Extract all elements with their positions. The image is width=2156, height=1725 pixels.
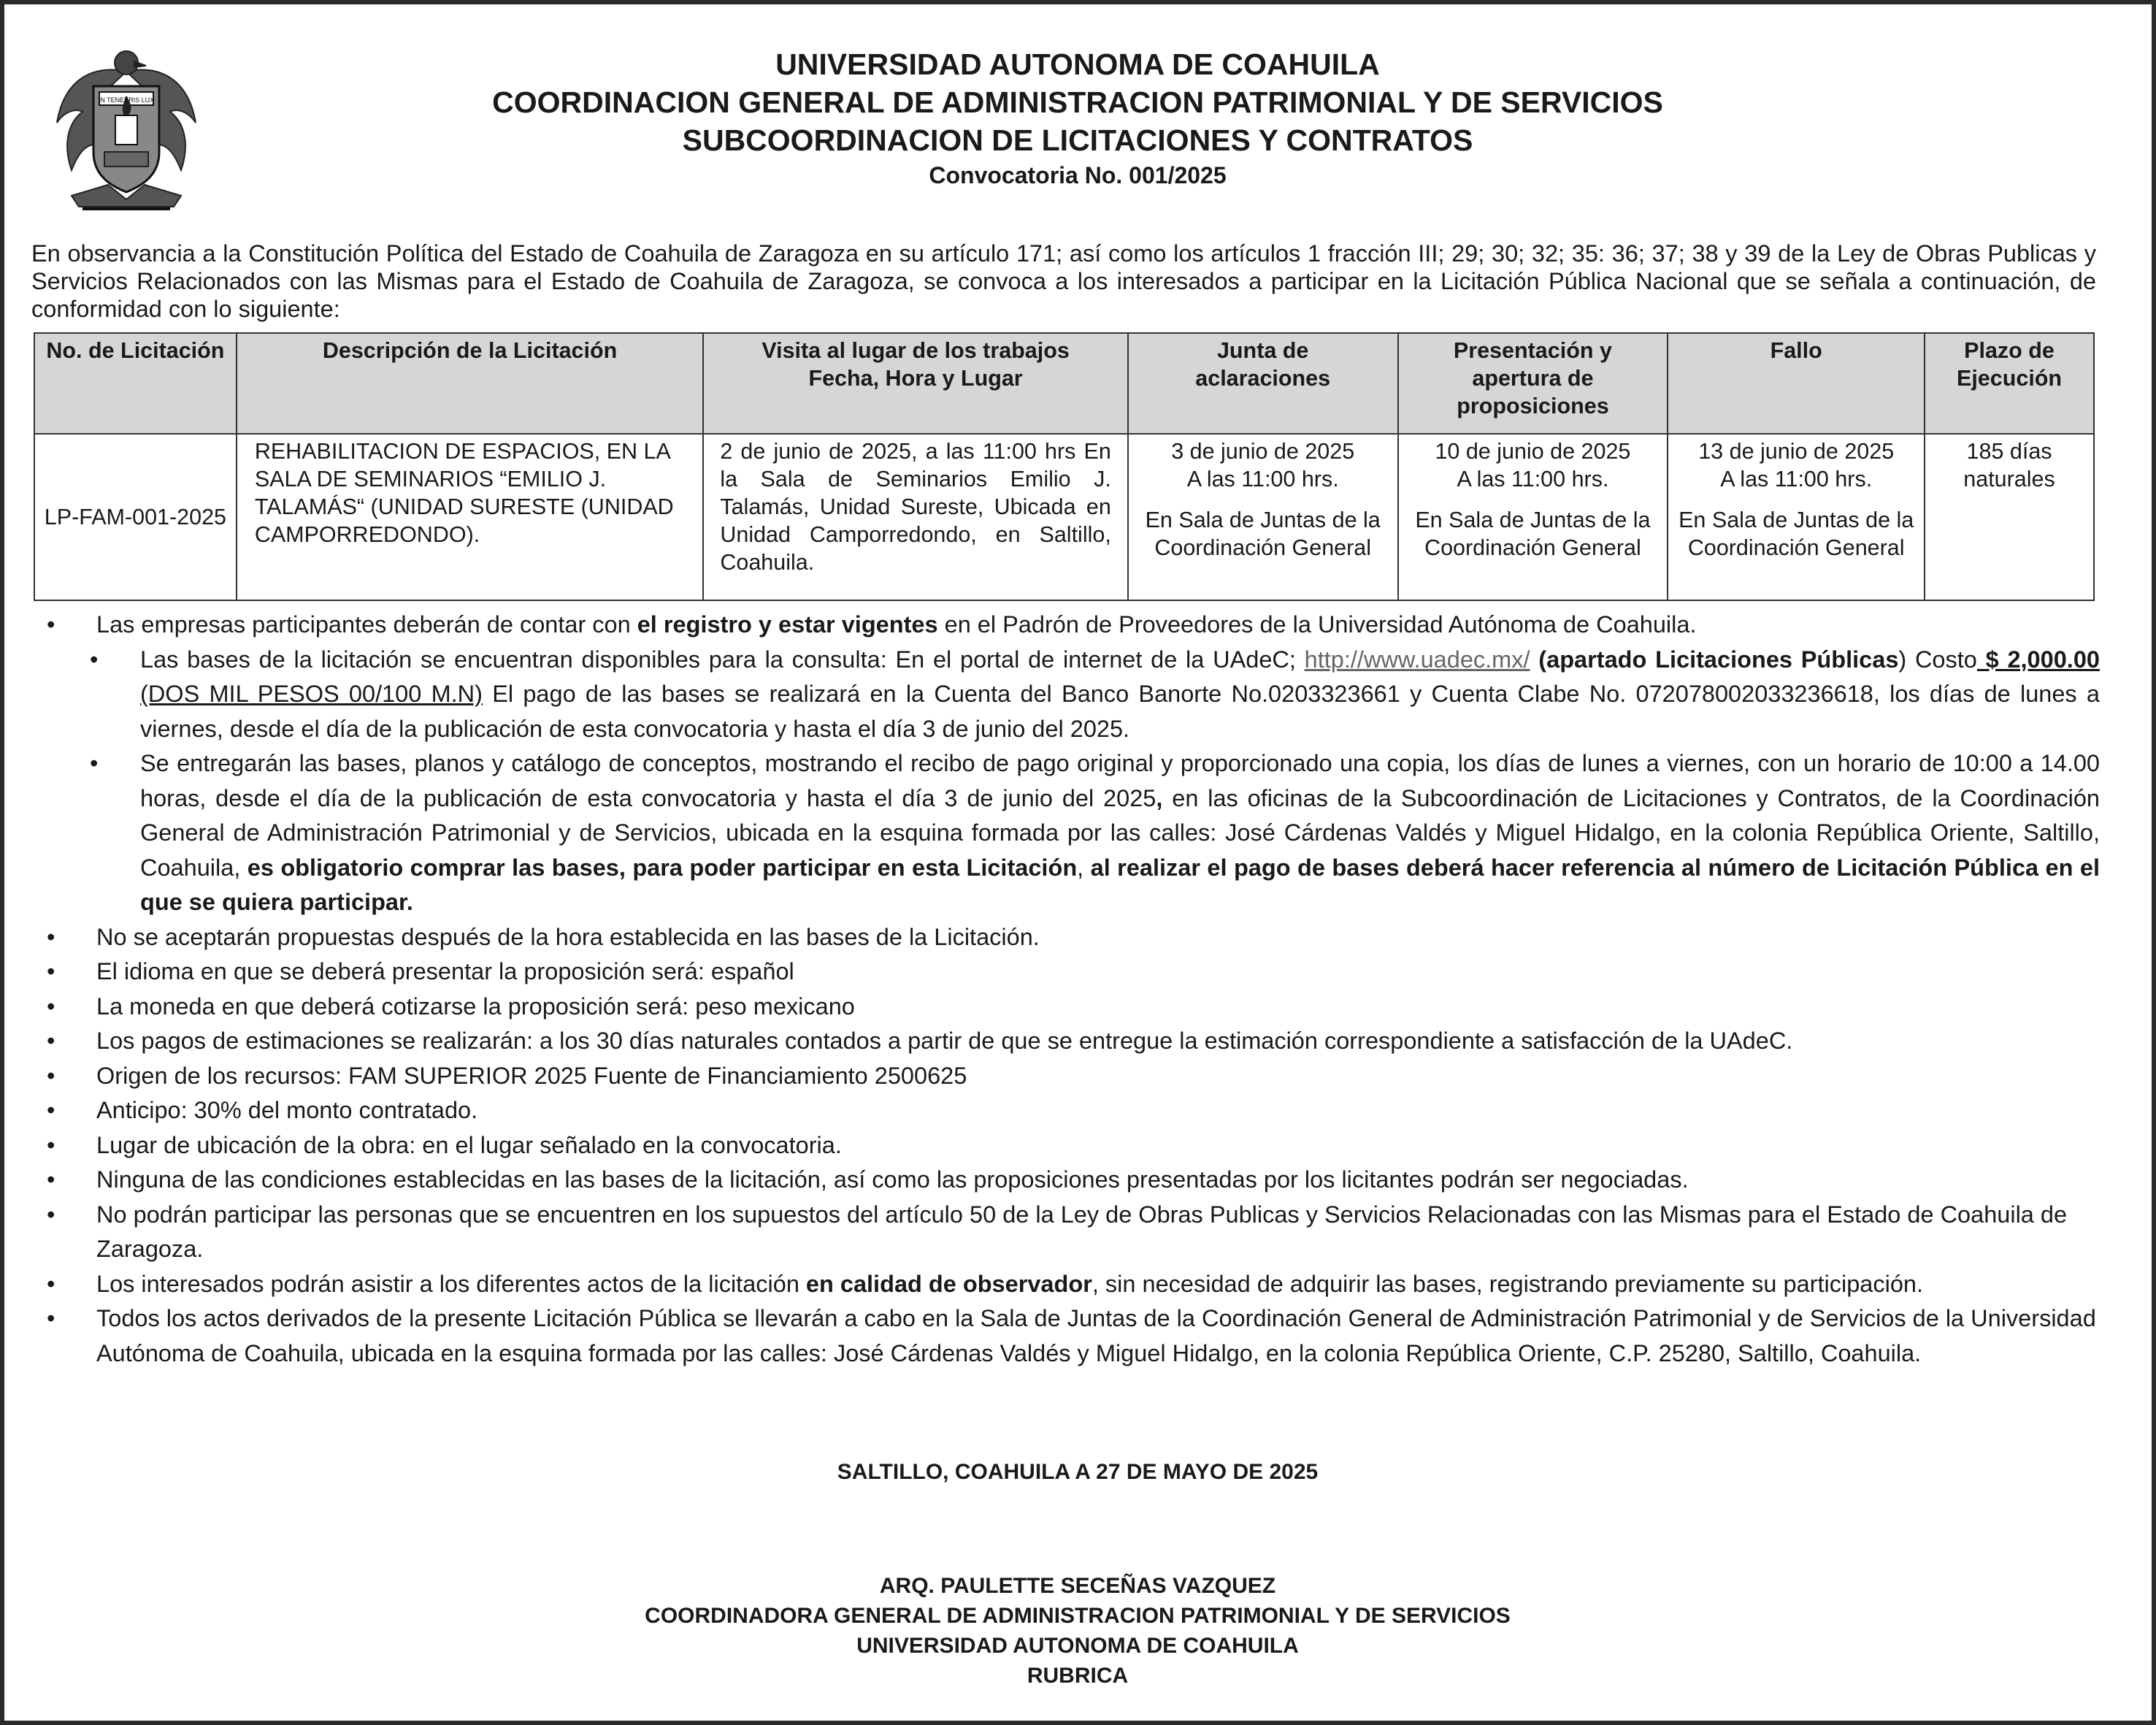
list-item: • Todos los actos derivados de la presente Licitación Pública se llevarán a cabo en la Sala de Juntas de la Coordinación General de Administración Patrimonial y de Servicios de la Universidad Autónoma de Coahuila, ubicada en la esquina formada por las calles: José Cárdenas Valdés y Miguel Hidalgo, en la colonia República Oriente, C.P. 25280, Saltillo, Coahuila. xyxy=(47,1305,2096,1366)
header-present-line2: apertura de xyxy=(1472,366,1594,391)
list-item: • Las bases de la licitación se encuentran disponibles para la consulta: En el portal de internet de la UAdeC; http://www.uadec.mx/ (apartado Licitaciones Públicas) Costo $ 2,000.00 (DOS MIL PESOS 00/100 M.N) El pago de las bases se realizará en la Cuenta del Banco Banorte No.0203323661 y Cuenta Clabe No. 072078002033236618, los días de lunes a viernes, desde el día de la publicación de esta convocatoria y hasta el día 3 de junio del 2025. xyxy=(90,646,2100,742)
intro-paragraph: En observancia a la Constitución Política del Estado de Coahuila de Zaragoza en su artículo 171; así como los artículos 1 fracción III; 29; 30; 32; 35: 36; 37; 38 y 39 de la Ley de Obras Publicas y Servicios Relacionados con las Mismas para el Estado de Coahuila de Zaragoza, se convoca a los interesados a participar en la Licitación Pública Nacional que se señala a continuación, de conformidad con lo siguiente: xyxy=(31,240,2096,322)
header-present-line1: Presentación y xyxy=(1453,338,1612,363)
fallo-fecha: 13 de junio de 2025 xyxy=(1698,439,1895,464)
present-lugar: En Sala de Juntas de la Coordinación General xyxy=(1415,508,1651,560)
list-item: • El idioma en que se deberá presentar la proposición será: español xyxy=(47,958,794,984)
present-fecha: 10 de junio de 2025 xyxy=(1435,439,1631,464)
header-visita-line2: Fecha, Hora y Lugar xyxy=(808,366,1023,391)
list-item: • Se entregarán las bases, planos y catálogo de conceptos, mostrando el recibo de pago original y proporcionado una copia, los días de lunes a viernes, con un horario de 10:00 a 14.00 horas, desde el día de la publicación de esta convocatoria y hasta el día 3 de junio del 2025, en las oficinas de la Subcoordinación de Licitaciones y Contratos, de la Coordinación General de Administración Patrimonial y de Servicios, ubicada en la esquina formada por las calles: José Cárdenas Valdés y Miguel Hidalgo, en la colonia República Oriente, Saltillo, Coahuila, es obligatorio comprar las bases, para poder participar en esta Licitación, al realizar el pago de bases deberá hacer referencia al número de Licitación Pública en el que se quiera participar. xyxy=(90,750,2100,915)
list-item: • Las empresas participantes deberán de contar con el registro y estar vigentes en el Padrón de Proveedores de la Universidad Autónoma de Coahuila. xyxy=(47,611,1697,638)
list-item: • Los interesados podrán asistir a los diferentes actos de la licitación en calidad de observador, sin necesidad de adquirir las bases, registrando previamente su participación. xyxy=(47,1270,1923,1297)
list-item: • La moneda en que deberá cotizarse la proposición será: peso mexicano xyxy=(47,992,855,1020)
junta-lugar: En Sala de Juntas de la Coordinación General xyxy=(1145,508,1381,560)
signer-institution: UNIVERSIDAD AUTONOMA DE COAHUILA xyxy=(856,1634,1299,1658)
list-item: • Lugar de ubicación de la obra: en el lugar señalado en la convocatoria. xyxy=(47,1131,842,1158)
coordination-title: COORDINACION GENERAL DE ADMINISTRACION PATRIMONIAL Y DE SERVICIOS xyxy=(492,85,1663,119)
table-row xyxy=(34,434,2094,600)
rubrica: RUBRICA xyxy=(1027,1664,1129,1688)
table-header-row xyxy=(34,333,2094,434)
header-plazo xyxy=(1925,333,2094,434)
list-item: • Los pagos de estimaciones se realizarán: a los 30 días naturales contados a partir de que se entregue la estimación correspondiente a satisfacción de la UAdeC. xyxy=(47,1028,1793,1054)
cell-presentacion xyxy=(1398,434,1668,600)
header-junta-line1: Junta de xyxy=(1216,338,1309,363)
cell-visita: 2 de junio de 2025, a las 11:00 hrs En la Sala de Seminarios Emilio J. Talamás, Unidad Sureste, Ubicada en Unidad Camporredondo, en Saltillo, Coahuila. xyxy=(703,434,1128,600)
place-date: SALTILLO, COAHUILA A 27 DE MAYO DE 2025 xyxy=(837,1460,1319,1484)
fallo-hora: A las 11:00 hrs. xyxy=(1720,467,1873,492)
header-fallo: Fallo xyxy=(1668,333,1925,434)
header-numero: No. de Licitación xyxy=(34,333,237,434)
header-visita-line1: Visita al lugar de los trabajos xyxy=(761,338,1070,363)
licitacion-table xyxy=(34,332,2095,601)
seal-motto: IN TENEBRIS LUX xyxy=(98,96,155,104)
document-header xyxy=(253,45,1903,191)
cell-descripcion xyxy=(237,434,704,600)
descripcion-text: REHABILITACION DE ESPACIOS, EN LA SALA DE SEMINARIOS “EMILIO J. TALAMÁS“ (UNIDAD SURESTE (UNIDAD CAMPORREDONDO). xyxy=(254,439,674,547)
fallo-lugar: En Sala de Juntas de la Coordinación General xyxy=(1679,508,1914,560)
list-item: • No se aceptarán propuestas después de la hora establecida en las bases de la Licitación. xyxy=(47,923,1040,950)
header-descripcion: Descripción de la Licitación xyxy=(237,333,704,434)
cell-fallo xyxy=(1668,434,1925,600)
cell-plazo: 185 días naturales xyxy=(1925,434,2094,600)
header-plazo-line2: Ejecución xyxy=(1956,366,2063,391)
header-plazo-line1: Plazo de xyxy=(1964,338,2055,363)
header-junta xyxy=(1128,333,1398,434)
list-item: • Anticipo: 30% del monto contratado. xyxy=(47,1097,478,1123)
conditions-list xyxy=(34,608,2100,1371)
university-title: UNIVERSIDAD AUTONOMA DE COAHUILA xyxy=(775,47,1380,81)
present-hora: A las 11:00 hrs. xyxy=(1457,467,1609,492)
list-item: • No podrán participar las personas que se encuentren en los supuestos del artículo 50 de la Ley de Obras Publicas y Servicios Relacionadas con las Mismas para el Estado de Coahuila de Zaragoza. xyxy=(47,1201,2068,1262)
signature-block xyxy=(253,1571,1903,1691)
cell-numero: LP-FAM-001-2025 xyxy=(34,434,237,600)
junta-fecha: 3 de junio de 2025 xyxy=(1171,439,1355,464)
header-visita xyxy=(703,333,1128,434)
convocatoria-number: Convocatoria No. 001/2025 xyxy=(929,162,1227,188)
signer-position: COORDINADORA GENERAL DE ADMINISTRACION PATRIMONIAL Y DE SERVICIOS xyxy=(645,1604,1511,1628)
header-junta-line2: aclaraciones xyxy=(1195,366,1331,391)
university-seal-icon xyxy=(42,42,210,215)
subcoordination-title: SUBCOORDINACION DE LICITACIONES Y CONTRATOS xyxy=(682,123,1473,157)
uadec-link[interactable]: http://www.uadec.mx/ xyxy=(1304,646,1530,673)
list-item: • Origen de los recursos: FAM SUPERIOR 2025 Fuente de Financiamiento 2500625 xyxy=(47,1062,967,1089)
list-item: • Ninguna de las condiciones establecidas en las bases de la licitación, así como las proposiciones presentadas por los licitantes podrán ser negociadas. xyxy=(47,1166,1689,1193)
header-presentacion xyxy=(1398,333,1668,434)
signer-name: ARQ. PAULETTE SECEÑAS VAZQUEZ xyxy=(879,1574,1276,1598)
junta-hora: A las 11:00 hrs. xyxy=(1186,467,1339,492)
cell-junta xyxy=(1128,434,1398,600)
header-present-line3: proposiciones xyxy=(1457,394,1609,418)
